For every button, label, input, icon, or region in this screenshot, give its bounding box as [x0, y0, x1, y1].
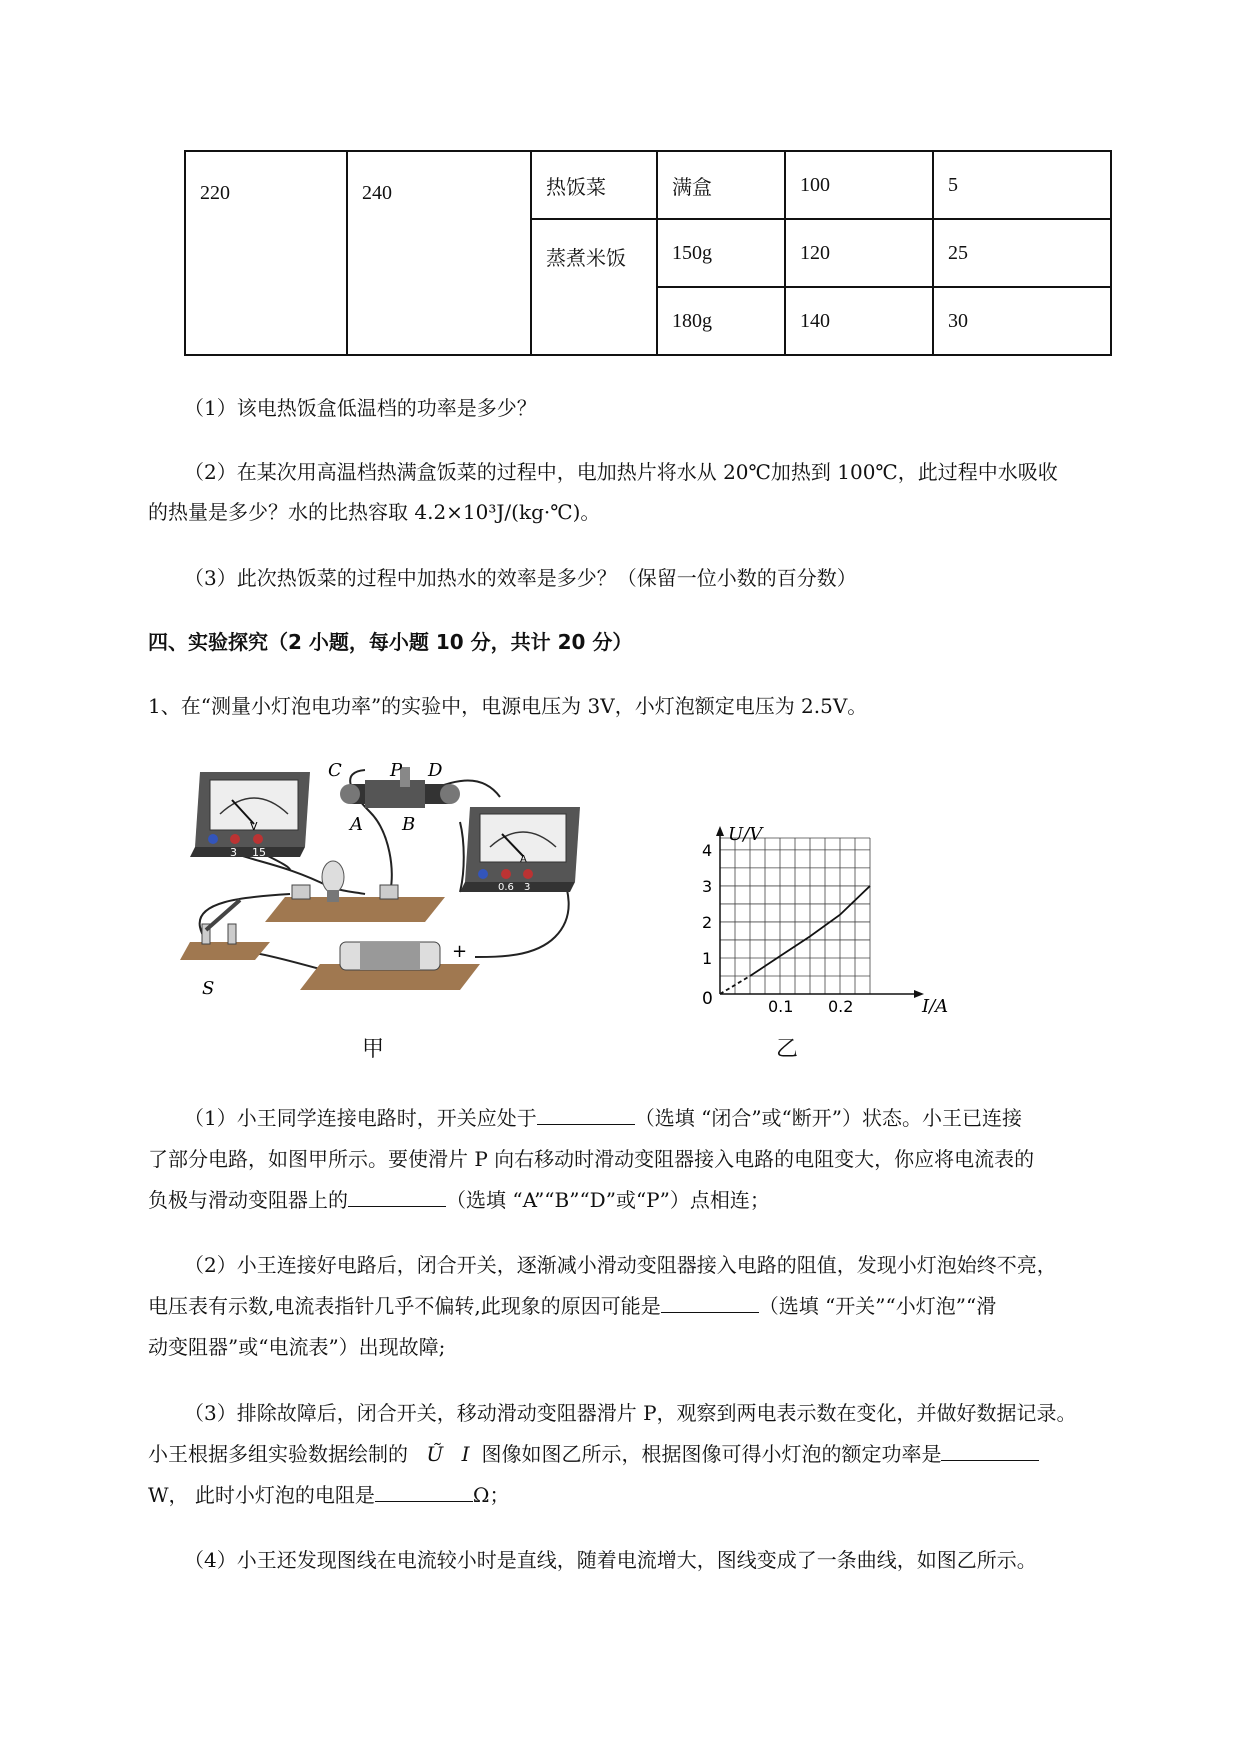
- ammeter-terminal: 3: [524, 882, 531, 893]
- ui-chart: [690, 822, 960, 1022]
- rheostat: [328, 760, 460, 835]
- text-span: 负极与滑动变阻器上的: [148, 1188, 348, 1212]
- x-axis-label: I/A: [922, 996, 949, 1017]
- y-tick-label: 1: [702, 948, 713, 968]
- y-tick-label: 3: [702, 876, 713, 896]
- table-cell: 140: [785, 287, 933, 355]
- origin-label: 0: [702, 989, 713, 1009]
- math-symbol: Ũ: [426, 1442, 444, 1466]
- figure-caption-yi: 乙: [776, 1037, 799, 1062]
- voltmeter: [190, 772, 310, 859]
- y-axis-arrow: [716, 826, 724, 836]
- table-cell: 25: [933, 219, 1111, 287]
- text-span: W， 此时小灯泡的电阻是: [148, 1483, 375, 1507]
- voltmeter-terminal: 15: [252, 846, 266, 859]
- table-cell: 热饭菜: [531, 151, 657, 219]
- text-span: （选填 “A”“B”“D”或“P”）点相连；: [446, 1188, 770, 1212]
- x-tick-label: 0.1: [768, 997, 794, 1016]
- question-text: （1）该电热饭盒低温档的功率是多少？: [184, 396, 537, 420]
- label-C: C: [328, 760, 342, 781]
- table-cell: 180g: [657, 287, 785, 355]
- ammeter: [460, 807, 580, 893]
- table-cell: 240: [347, 151, 531, 355]
- battery-board: [300, 941, 480, 990]
- question-text: （3）排除故障后，闭合开关，移动滑动变阻器滑片 P，观察到两电表示数在变化，并做好数据记录。: [184, 1401, 1077, 1425]
- table-cell: 220: [185, 151, 347, 355]
- table-cell: 蒸煮米饭: [531, 219, 657, 355]
- question-text: （2）在某次用高温档热满盒饭菜的过程中，电加热片将水从 20℃加热到 100℃，此过程中水吸收: [184, 460, 1058, 484]
- text-span: 电压表有示数,电流表指针几乎不偏转,此现象的原因可能是: [148, 1294, 661, 1318]
- chart-axes: [716, 826, 924, 998]
- x-tick-label: 0.2: [828, 997, 854, 1016]
- text-span: （选填 “开关”“小灯泡”“滑: [758, 1294, 997, 1318]
- text-span: （选填 “闭合”或“断开”）状态。小王已连接: [634, 1106, 1022, 1130]
- y-axis-label: U/V: [728, 824, 763, 845]
- answer-blank[interactable]: [661, 1290, 759, 1313]
- answer-blank[interactable]: [375, 1479, 473, 1502]
- voltmeter-terminal: 3: [230, 846, 237, 859]
- spec-table: [184, 150, 1112, 356]
- answer-blank[interactable]: [348, 1184, 446, 1207]
- table-cell: 150g: [657, 219, 785, 287]
- text-span: 图像如图乙所示，根据图像可得小灯泡的额定功率是: [481, 1442, 942, 1466]
- y-tick-label: 4: [702, 840, 713, 860]
- question-intro: 1、在“测量小灯泡电功率”的实验中，电源电压为 3V，小灯泡额定电压为 2.5V。: [148, 694, 868, 718]
- text-span: （1）小王同学连接电路时，开关应处于: [184, 1106, 537, 1130]
- label-S: S: [202, 978, 215, 999]
- question-text: 了部分电路，如图甲所示。要使滑片 P 向右移动时滑动变阻器接入电路的电阻变大，你应将电流表的: [148, 1147, 1035, 1171]
- label-B: B: [402, 814, 416, 835]
- label-P: P: [390, 760, 403, 781]
- label-plus: +: [452, 941, 468, 962]
- answer-blank[interactable]: [537, 1102, 635, 1125]
- table-cell: 100: [785, 151, 933, 219]
- question-text: 动变阻器”或“电流表”）出现故障;: [148, 1335, 446, 1359]
- y-tick-label: 2: [702, 912, 713, 932]
- table-cell: 120: [785, 219, 933, 287]
- math-symbol: I: [461, 1442, 470, 1466]
- ammeter-unit: A: [520, 854, 527, 865]
- question-text: 的热量是多少？水的比热容取 4.2×10³J/(kg·℃)。: [148, 500, 601, 524]
- question-text: （3）此次热饭菜的过程中加热水的效率是多少？（保留一位小数的百分数）: [184, 566, 857, 590]
- text-span: Ω；: [472, 1483, 510, 1507]
- figure-caption-jia: 甲: [362, 1037, 385, 1062]
- table-cell: 5: [933, 151, 1111, 219]
- question-text: [148, 1434, 1039, 1474]
- table-cell: 30: [933, 287, 1111, 355]
- section-heading: 四、实验探究（2 小题，每小题 10 分，共计 20 分）: [148, 630, 633, 654]
- question-text: [148, 1180, 770, 1220]
- table-row: [185, 151, 1111, 219]
- question-text: [148, 1286, 996, 1326]
- switch-board: [180, 900, 270, 999]
- chart-grid: [720, 838, 870, 994]
- label-D: D: [428, 760, 443, 781]
- chart-ticks: [702, 841, 853, 1016]
- ammeter-terminal: 0.6: [498, 882, 514, 893]
- answer-blank[interactable]: [941, 1438, 1039, 1461]
- question-text: [184, 1098, 1022, 1138]
- label-A: A: [350, 814, 363, 835]
- question-text: （4）小王还发现图线在电流较小时是直线，随着电流增大，图线变成了一条曲线，如图乙所示。: [184, 1548, 1037, 1572]
- question-text: [148, 1475, 510, 1515]
- circuit-figure: [180, 752, 640, 1012]
- question-text: （2）小王连接好电路后，闭合开关，逐渐减小滑动变阻器接入电路的阻值，发现小灯泡始终不亮，: [184, 1253, 1057, 1277]
- text-span: 小王根据多组实验数据绘制的: [148, 1442, 408, 1466]
- voltmeter-unit: V: [250, 820, 258, 833]
- table-cell: 满盒: [657, 151, 785, 219]
